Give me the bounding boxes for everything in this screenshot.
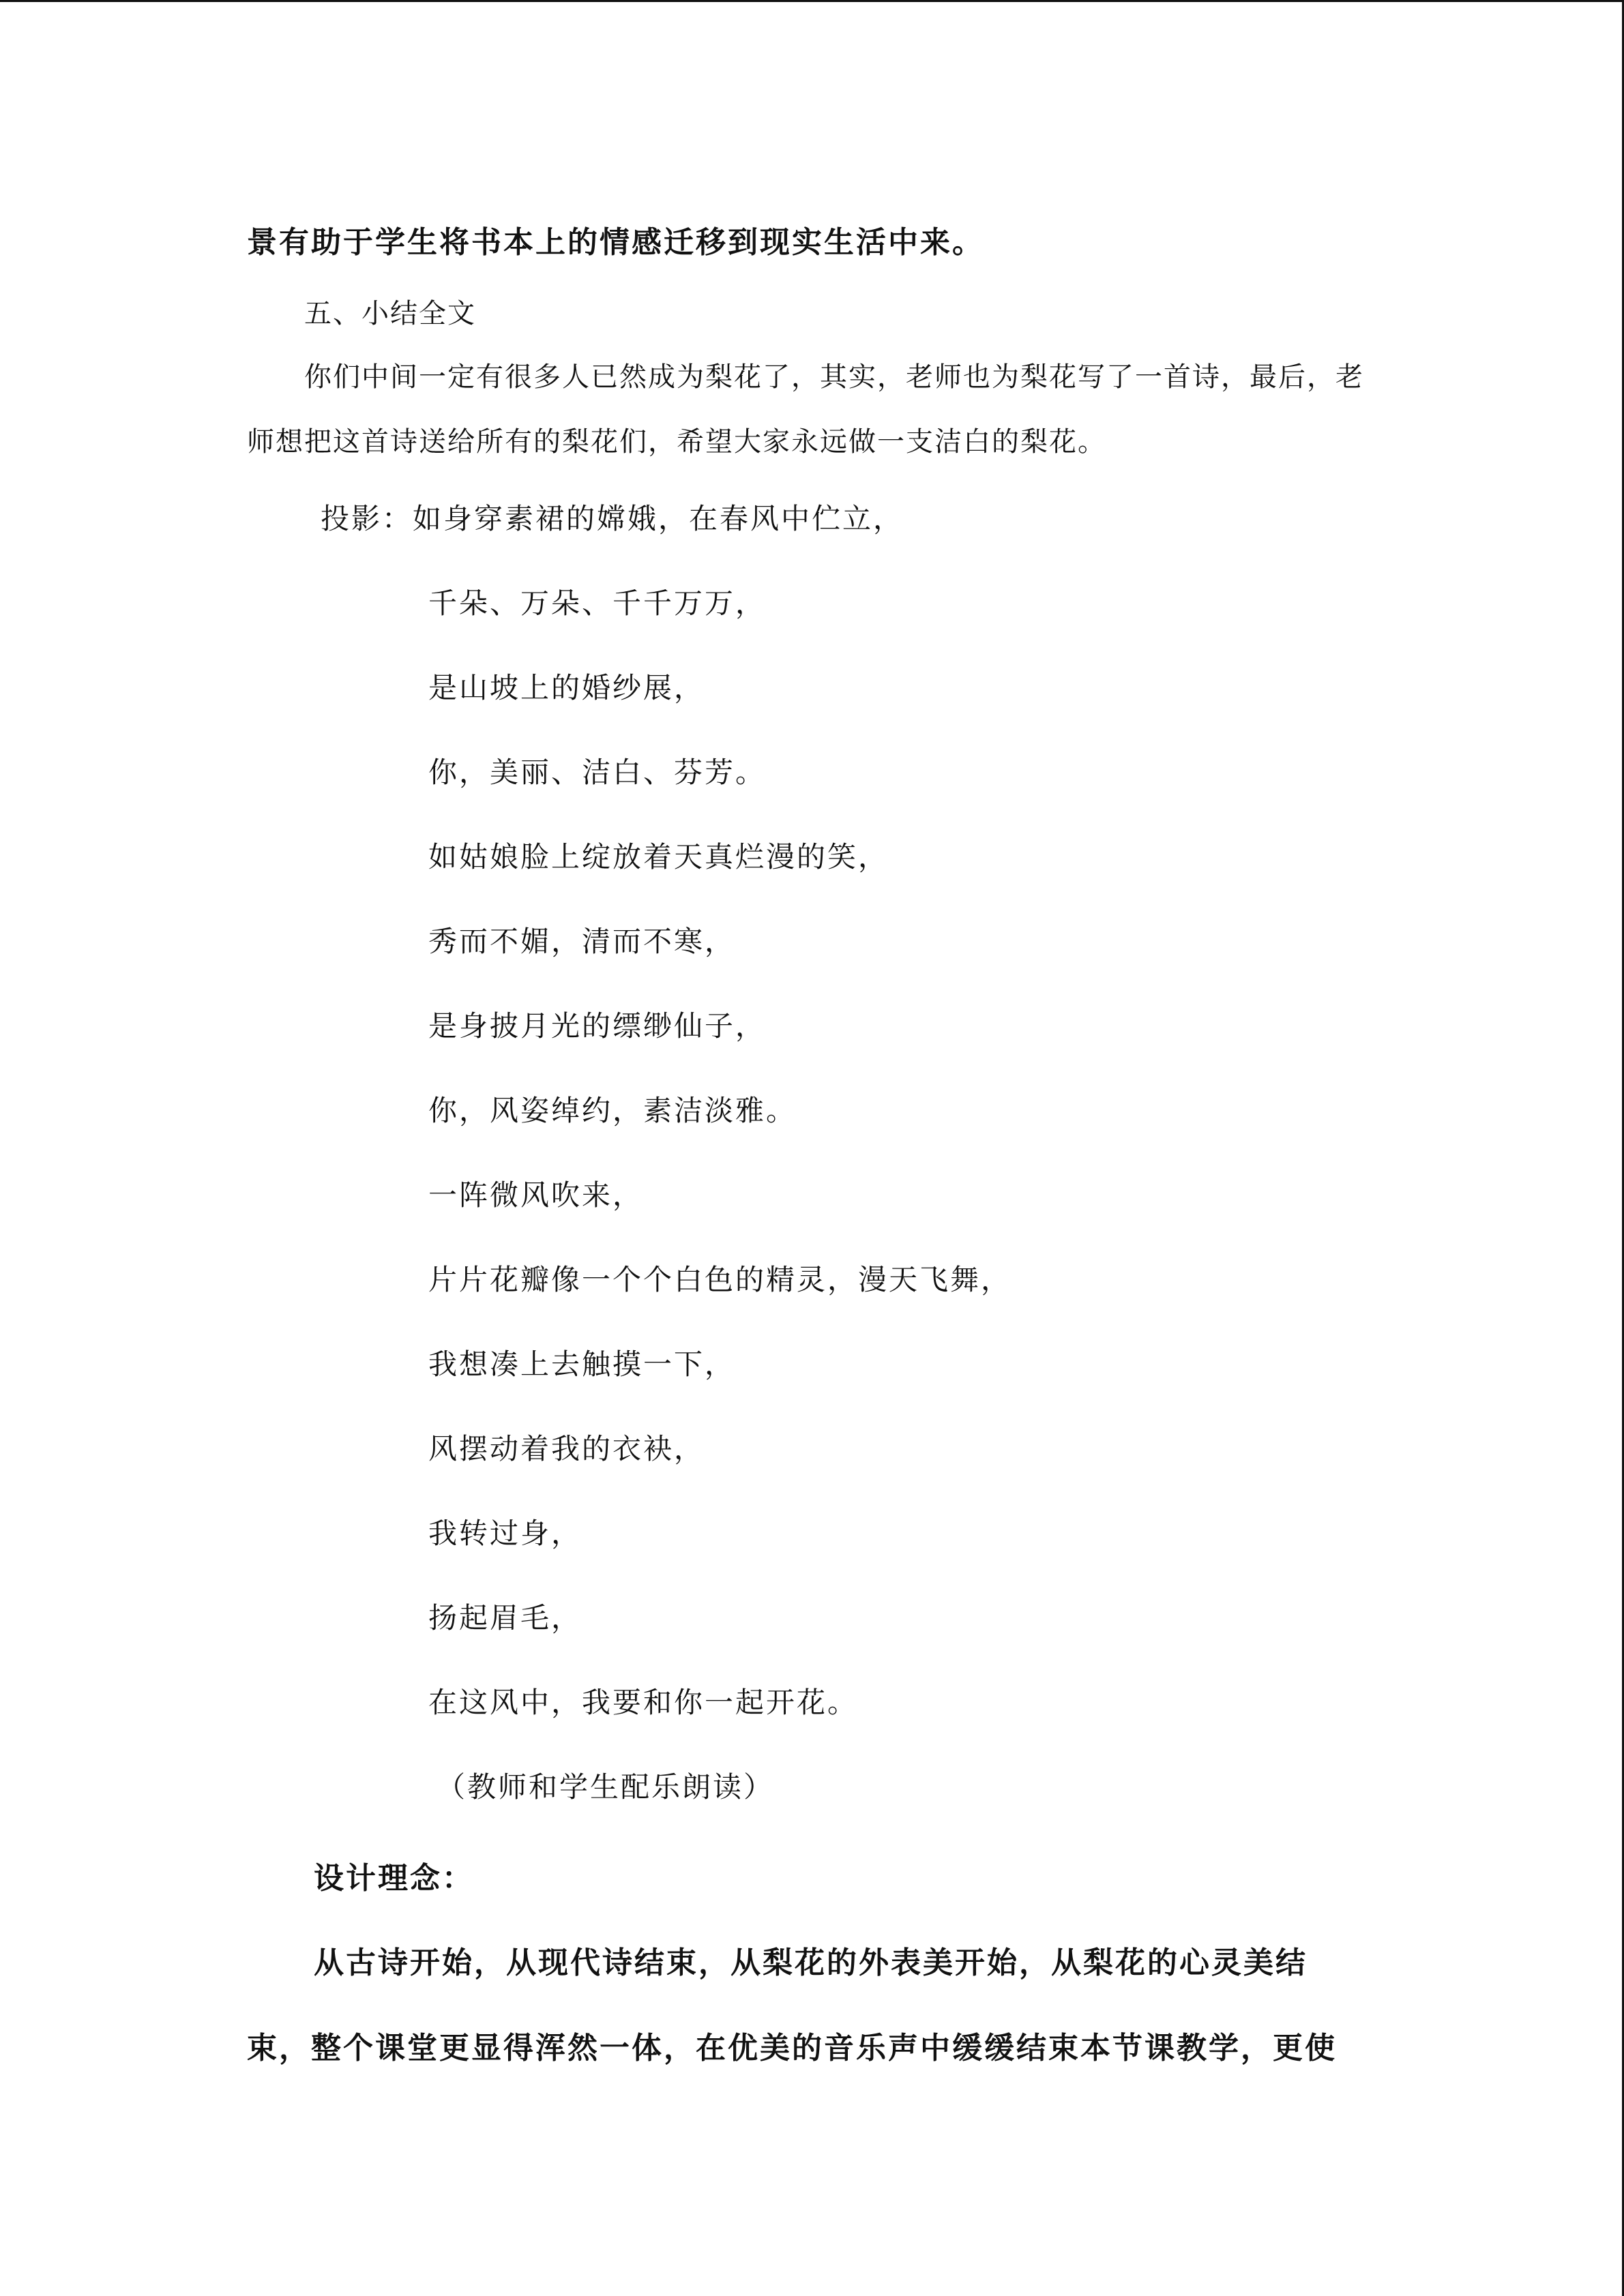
paragraph-line-1: 你们中间一定有很多人已然成为梨花了，其实，老师也为梨花写了一首诗，最后，老 xyxy=(304,361,1364,393)
poem-line: 我转过身， xyxy=(428,1517,582,1550)
poem-line: 是山坡上的婚纱展， xyxy=(428,671,705,704)
poem-line: 如姑娘脸上绽放着天真烂漫的笑， xyxy=(428,840,889,874)
page-top-border xyxy=(0,0,1624,2)
poem-line: 风摆动着我的衣袂， xyxy=(428,1432,705,1465)
poem-line: 我想凑上去触摸一下， xyxy=(428,1347,736,1381)
poem-line: 是身披月光的缥缈仙子， xyxy=(428,1009,767,1043)
intro-bold-line: 景有助于学生将书本上的情感迁移到现实生活中来。 xyxy=(247,225,984,260)
design-line-2: 束，整个课堂更显得浑然一体，在优美的音乐声中缓缓结束本节课教学，更使 xyxy=(247,2031,1337,2066)
projection-line: 投影：如身穿素裙的嫦娥，在春风中伫立， xyxy=(321,502,904,535)
poem-line: 秀而不媚，清而不寒， xyxy=(428,925,736,958)
section-heading: 五、小结全文 xyxy=(304,298,476,329)
poem-line: 片片花瓣像一个个白色的精灵，漫天飞舞， xyxy=(428,1263,1012,1296)
design-line-1: 从古诗开始，从现代诗结束，从梨花的外表美开始，从梨花的心灵美结 xyxy=(314,1945,1308,1980)
poem-line: 一阵微风吹来， xyxy=(428,1178,644,1212)
poem-line: 千朵、万朵、千千万万， xyxy=(428,586,767,620)
poem-line: 在这风中，我要和你一起开花。 xyxy=(428,1686,859,1719)
design-heading: 设计理念： xyxy=(314,1861,474,1896)
reading-note: （教师和学生配乐朗读） xyxy=(437,1770,775,1804)
poem-line: 你，美丽、洁白、芬芳。 xyxy=(428,756,767,789)
poem-line: 扬起眉毛， xyxy=(428,1601,582,1635)
paragraph-line-2: 师想把这首诗送给所有的梨花们，希望大家永远做一支洁白的梨花。 xyxy=(247,426,1106,458)
poem-line: 你，风姿绰约，素洁淡雅。 xyxy=(428,1094,797,1127)
